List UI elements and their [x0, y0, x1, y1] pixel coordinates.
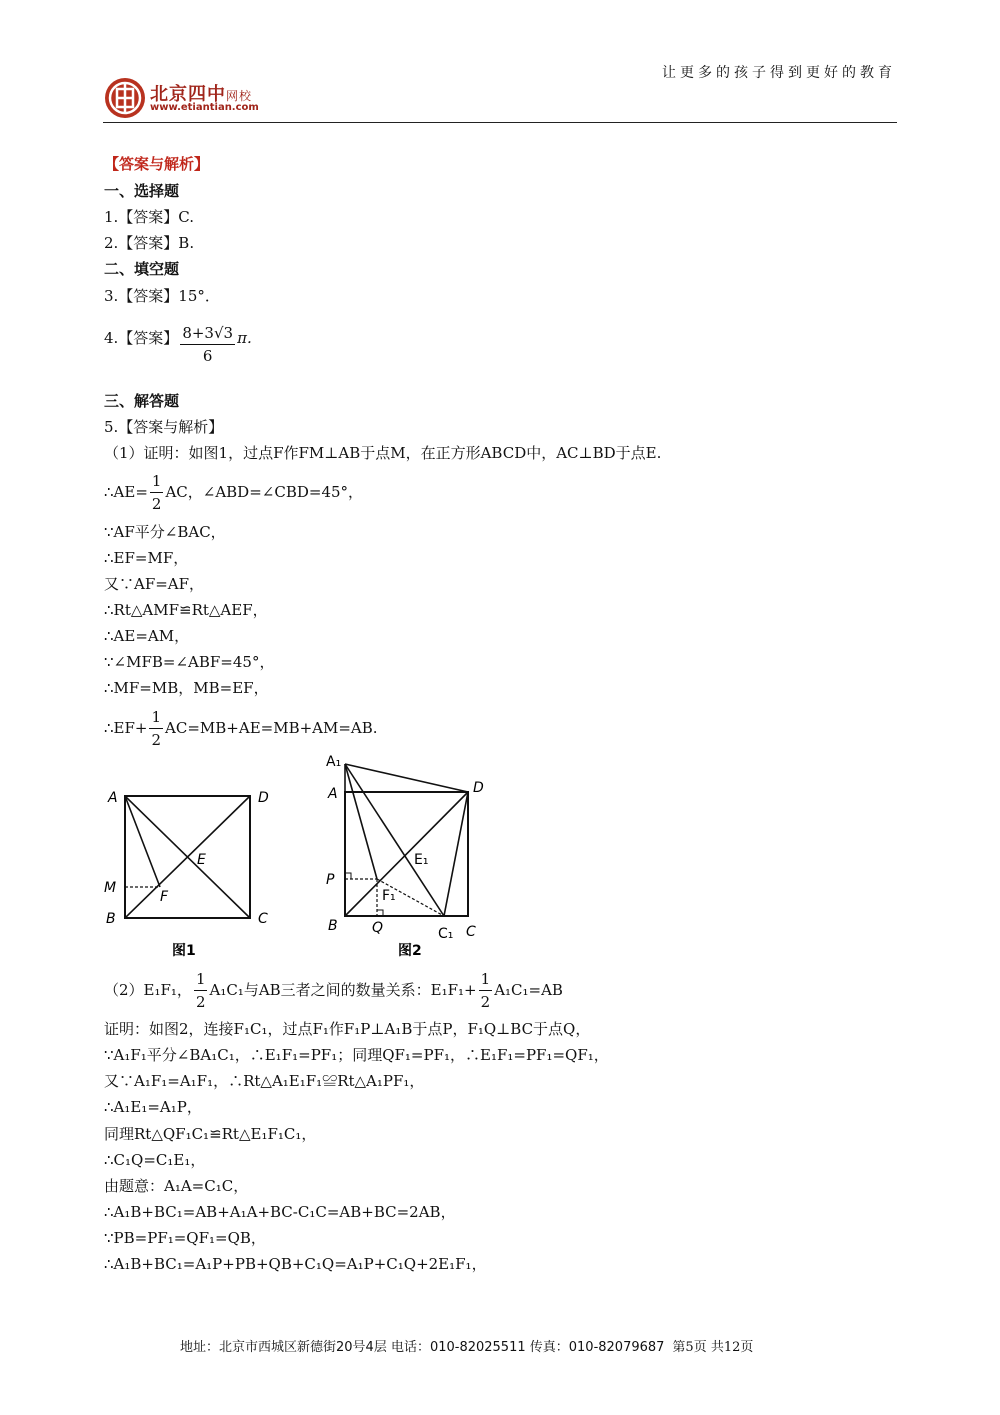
- logo-url: www.etiantian.com: [150, 102, 259, 113]
- proof2-line-7: ∴C₁Q=C₁E₁，: [104, 1151, 206, 1169]
- fig2-label-c: C: [466, 924, 476, 940]
- answer-5-title: 5.【答案与解析】: [104, 418, 224, 436]
- proof2-line-9: ∴A₁B+BC₁=AB+A₁A+BC-C₁C=AB+BC=2AB，: [104, 1203, 456, 1221]
- answer-4: 4.【答案】 $\frac{8+3√3}{6}$ π．: [104, 324, 262, 365]
- fig1-label-e: E: [197, 852, 206, 868]
- answer-1: 1.【答案】C.: [104, 208, 195, 226]
- fig2-label-a: A: [328, 786, 338, 802]
- proof2-line-1: （2）E₁F₁， $\frac{1}{2}$ A₁C₁与AB三者之间的数量关系：E₁F₁+ $\frac{1}{2}$ A₁C₁=AB: [104, 970, 563, 1011]
- fig2-label-d: D: [473, 780, 484, 796]
- proof2-line-10: ∵PB=PF₁=QF₁=QB，: [104, 1229, 266, 1247]
- footer-address: 地址：北京市西城区新德街20号4层 电话：010-82025511 传真：010-82079687: [180, 1340, 665, 1355]
- proof2-line-11: ∴A₁B+BC₁=A₁P+PB+QB+C₁Q=A₁P+C₁Q+2E₁F₁，: [104, 1255, 487, 1273]
- proof1-line-4: ∴EF=MF，: [104, 549, 189, 567]
- fig1-label-c: C: [258, 911, 268, 927]
- fig2-label-c1: C₁: [438, 926, 454, 942]
- header-divider: [103, 122, 897, 123]
- proof1-line-2: ∴AE= $\frac{1}{2}$ AC，∠ABD=∠CBD=45°，: [104, 472, 364, 513]
- fig1-label-a: A: [108, 790, 118, 806]
- proof1-line-3: ∵AF平分∠BAC，: [104, 523, 226, 541]
- fig2-label-q: Q: [372, 920, 384, 936]
- fig2-label-a1: A₁: [326, 754, 342, 770]
- fig2-label-f1: F₁: [382, 888, 396, 904]
- footer: [180, 1336, 753, 1355]
- fig2-label-b: B: [328, 918, 338, 934]
- proof1-line-9: ∴MF=MB，MB=EF，: [104, 679, 269, 697]
- proof2-line-3: ∵A₁F₁平分∠BA₁C₁，∴E₁F₁=PF₁；同理QF₁=PF₁，∴E₁F₁=PF₁=QF₁，: [104, 1046, 609, 1064]
- logo-text: 北京四中网校: [150, 84, 253, 105]
- section-heading-1: 一、选择题: [104, 182, 180, 200]
- proof1-line-8: ∵∠MFB=∠ABF=45°，: [104, 653, 275, 671]
- section-heading-2: 二、填空题: [104, 260, 180, 278]
- proof2-line-2: 证明：如图2，连接F₁C₁，过点F₁作F₁P⊥A₁B于点P，F₁Q⊥BC于点Q，: [104, 1020, 591, 1038]
- proof2-line-4: 又∵A₁F₁=A₁F₁，∴Rt△A₁E₁F₁≌Rt△A₁PF₁，: [104, 1072, 425, 1090]
- figure-1: [100, 780, 290, 960]
- fig1-caption: 图1: [172, 943, 196, 959]
- answer-3: 3.【答案】15°．: [104, 287, 220, 305]
- proof1-line-6: ∴Rt△AMF≌Rt△AEF，: [104, 601, 268, 619]
- proof1-line-10: ∴EF+ $\frac{1}{2}$ AC=MB+AE=MB+AM=AB.: [104, 708, 378, 749]
- footer-page: 第5页 共12页: [672, 1340, 754, 1355]
- proof2-line-6: 同理Rt△QF₁C₁≌Rt△E₁F₁C₁，: [104, 1125, 317, 1143]
- fig2-caption: 图2: [398, 943, 422, 959]
- fig2-label-e1: E₁: [414, 852, 429, 868]
- figure-2: [320, 750, 500, 960]
- header-slogan: 让更多的孩子得到更好的教育: [662, 65, 896, 81]
- fig1-label-b: B: [106, 911, 116, 927]
- proof2-line-8: 由题意：A₁A=C₁C，: [104, 1177, 249, 1195]
- answer-2: 2.【答案】B.: [104, 234, 195, 252]
- proof2-line-5: ∴A₁E₁=A₁P，: [104, 1098, 202, 1116]
- answer-title: 【答案与解析】: [104, 155, 210, 173]
- logo-seal-icon: [103, 76, 147, 120]
- section-heading-3: 三、解答题: [104, 392, 180, 410]
- proof1-line-1: （1）证明：如图1，过点F作FM⊥AB于点M，在正方形ABCD中，AC⊥BD于点E.: [104, 444, 662, 462]
- proof1-line-7: ∴AE=AM，: [104, 627, 190, 645]
- proof1-line-5: 又∵AF=AF，: [104, 575, 205, 593]
- fig2-label-p: P: [326, 872, 335, 888]
- fig1-label-m: M: [104, 880, 117, 896]
- fig1-label-f: F: [160, 889, 169, 905]
- fig1-label-d: D: [258, 790, 269, 806]
